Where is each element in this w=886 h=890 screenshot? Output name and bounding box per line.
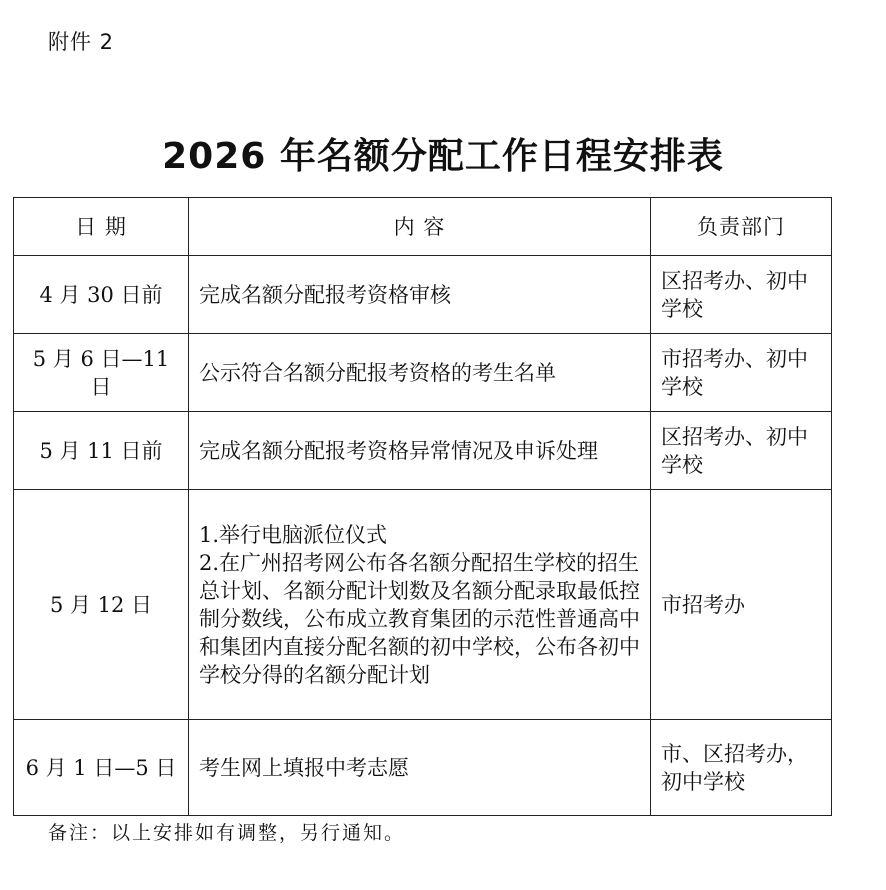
table-row: [14, 334, 832, 412]
cell-content: [189, 720, 651, 816]
page-title: 2026 年名额分配工作日程安排表: [162, 136, 724, 177]
attachment-label: 附件 2: [48, 30, 115, 54]
footnote: 备注：以上安排如有调整，另行通知。: [48, 822, 406, 844]
content-line: 考生网上填报中考志愿: [199, 755, 409, 780]
table-row: [14, 412, 832, 490]
header-date: 日 期: [14, 198, 189, 256]
schedule-table: [13, 197, 832, 816]
cell-date: 5 月 6 日—11 日: [14, 334, 189, 412]
cell-date: 5 月 11 日前: [14, 412, 189, 490]
content-line: 完成名额分配报考资格异常情况及申诉处理: [199, 438, 598, 463]
cell-department: 市招考办、初中学校: [651, 334, 832, 412]
content-line: 2.在广州招考网公布各名额分配招生学校的招生总计划、名额分配计划数及名额分配录取最低控制分数线，公布成立教育集团的示范性普通高中和集团内直接分配名额的初中学校，公布各初中学校分得的名额分配计划: [199, 550, 640, 687]
cell-content: [189, 256, 651, 334]
cell-date: 6 月 1 日—5 日: [14, 720, 189, 816]
cell-date: 5 月 12 日: [14, 490, 189, 720]
cell-content: [189, 412, 651, 490]
table-row: [14, 490, 832, 720]
cell-department: 区招考办、初中学校: [651, 412, 832, 490]
header-content: 内 容: [189, 198, 651, 256]
content-line: 1.举行电脑派位仪式: [199, 522, 388, 547]
cell-date: 4 月 30 日前: [14, 256, 189, 334]
content-line: 完成名额分配报考资格审核: [199, 282, 451, 307]
table-row: [14, 720, 832, 816]
cell-department: 区招考办、初中学校: [651, 256, 832, 334]
cell-department: 市招考办: [651, 490, 832, 720]
header-department: 负责部门: [651, 198, 832, 256]
table-row: [14, 256, 832, 334]
cell-content: [189, 334, 651, 412]
cell-content: [189, 490, 651, 720]
cell-department: 市、区招考办，初中学校: [651, 720, 832, 816]
content-line: 公示符合名额分配报考资格的考生名单: [199, 360, 556, 385]
table-header-row: [14, 198, 832, 256]
